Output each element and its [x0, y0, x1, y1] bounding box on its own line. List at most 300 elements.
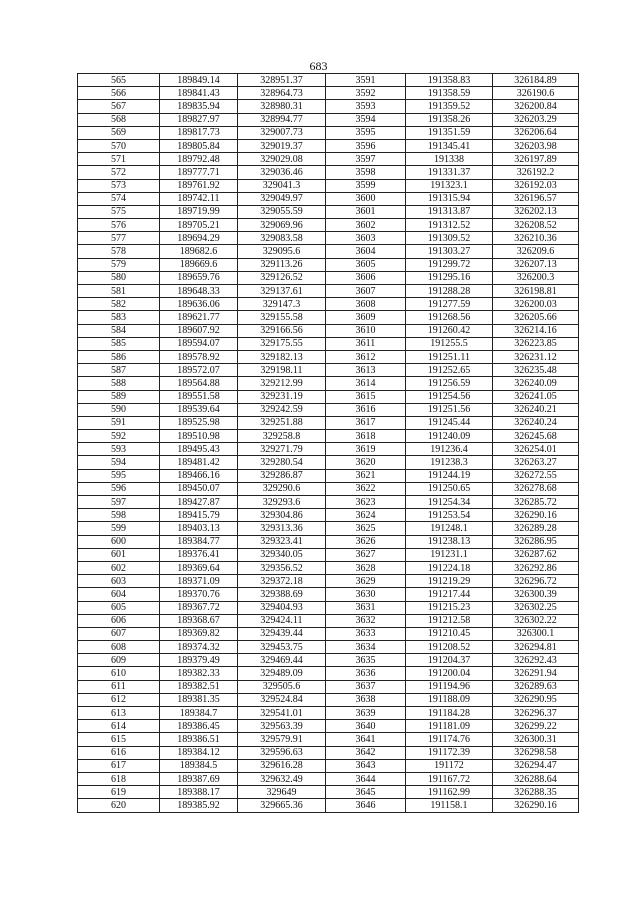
y-coordinate-cell: 329304.86: [238, 509, 326, 522]
point-number-2-cell: 3632: [326, 614, 406, 627]
table-row: [78, 786, 579, 799]
y-coordinate-2-cell: 326296.72: [493, 575, 579, 588]
y-coordinate-2-cell: 326240.09: [493, 377, 579, 390]
y-coordinate-2-cell: 326287.62: [493, 548, 579, 561]
point-number-cell: 590: [78, 403, 160, 416]
point-number-cell: 570: [78, 139, 160, 152]
table-row: [78, 482, 579, 495]
point-number-cell: 571: [78, 153, 160, 166]
x-coordinate-cell: 189386.51: [160, 733, 238, 746]
x-coordinate-2-cell: 191351.59: [406, 126, 493, 139]
point-number-cell: 600: [78, 535, 160, 548]
point-number-2-cell: 3643: [326, 759, 406, 772]
x-coordinate-cell: 189368.67: [160, 614, 238, 627]
point-number-2-cell: 3635: [326, 654, 406, 667]
y-coordinate-cell: 329286.87: [238, 469, 326, 482]
x-coordinate-cell: 189551.58: [160, 390, 238, 403]
point-number-2-cell: 3598: [326, 166, 406, 179]
y-coordinate-cell: 329313.36: [238, 522, 326, 535]
point-number-2-cell: 3606: [326, 271, 406, 284]
y-coordinate-cell: 329579.91: [238, 733, 326, 746]
point-number-2-cell: 3602: [326, 219, 406, 232]
x-coordinate-cell: 189719.99: [160, 205, 238, 218]
point-number-cell: 593: [78, 443, 160, 456]
table-row: [78, 548, 579, 561]
table-row: [78, 311, 579, 324]
table-row: [78, 324, 579, 337]
x-coordinate-cell: 189777.71: [160, 166, 238, 179]
table-row: [78, 337, 579, 350]
x-coordinate-cell: 189705.21: [160, 219, 238, 232]
x-coordinate-cell: 189669.6: [160, 258, 238, 271]
y-coordinate-cell: 329095.6: [238, 245, 326, 258]
table-row: [78, 575, 579, 588]
x-coordinate-2-cell: 191254.56: [406, 390, 493, 403]
point-number-cell: 599: [78, 522, 160, 535]
x-coordinate-cell: 189648.33: [160, 285, 238, 298]
table-row: [78, 245, 579, 258]
point-number-2-cell: 3604: [326, 245, 406, 258]
x-coordinate-2-cell: 191251.11: [406, 350, 493, 363]
x-coordinate-2-cell: 191253.54: [406, 509, 493, 522]
table-row: [78, 219, 579, 232]
x-coordinate-2-cell: 191172: [406, 759, 493, 772]
y-coordinate-cell: 329616.28: [238, 759, 326, 772]
y-coordinate-cell: 329323.41: [238, 535, 326, 548]
table-row: [78, 720, 579, 733]
table-row: [78, 561, 579, 574]
point-number-2-cell: 3611: [326, 337, 406, 350]
y-coordinate-cell: 328980.31: [238, 100, 326, 113]
point-number-2-cell: 3631: [326, 601, 406, 614]
x-coordinate-2-cell: 191172.39: [406, 746, 493, 759]
point-number-2-cell: 3639: [326, 707, 406, 720]
point-number-cell: 596: [78, 482, 160, 495]
x-coordinate-2-cell: 191238.3: [406, 456, 493, 469]
x-coordinate-cell: 189386.45: [160, 720, 238, 733]
y-coordinate-2-cell: 326200.84: [493, 100, 579, 113]
x-coordinate-cell: 189382.51: [160, 680, 238, 693]
point-number-cell: 614: [78, 720, 160, 733]
point-number-2-cell: 3619: [326, 443, 406, 456]
table-row: [78, 416, 579, 429]
point-number-2-cell: 3614: [326, 377, 406, 390]
y-coordinate-cell: 329632.49: [238, 772, 326, 785]
x-coordinate-2-cell: 191288.28: [406, 285, 493, 298]
point-number-cell: 566: [78, 87, 160, 100]
table-row: [78, 377, 579, 390]
point-number-2-cell: 3641: [326, 733, 406, 746]
x-coordinate-cell: 189564.88: [160, 377, 238, 390]
y-coordinate-2-cell: 326302.25: [493, 601, 579, 614]
table-row: [78, 74, 579, 87]
y-coordinate-cell: 329055.59: [238, 205, 326, 218]
point-number-cell: 585: [78, 337, 160, 350]
x-coordinate-cell: 189415.79: [160, 509, 238, 522]
table-row: [78, 456, 579, 469]
point-number-cell: 565: [78, 74, 160, 87]
table-row: [78, 100, 579, 113]
x-coordinate-cell: 189792.48: [160, 153, 238, 166]
y-coordinate-2-cell: 326302.22: [493, 614, 579, 627]
y-coordinate-2-cell: 326200.3: [493, 271, 579, 284]
x-coordinate-2-cell: 191256.59: [406, 377, 493, 390]
table-row: [78, 258, 579, 271]
table-row: [78, 205, 579, 218]
point-number-cell: 578: [78, 245, 160, 258]
point-number-cell: 595: [78, 469, 160, 482]
coordinate-table-body: [78, 74, 579, 813]
x-coordinate-cell: 189370.76: [160, 588, 238, 601]
point-number-cell: 604: [78, 588, 160, 601]
table-row: [78, 166, 579, 179]
point-number-cell: 591: [78, 416, 160, 429]
table-row: [78, 496, 579, 509]
x-coordinate-cell: 189384.12: [160, 746, 238, 759]
y-coordinate-2-cell: 326196.57: [493, 192, 579, 205]
point-number-cell: 610: [78, 667, 160, 680]
table-row: [78, 772, 579, 785]
table-row: [78, 430, 579, 443]
y-coordinate-cell: 329019.37: [238, 139, 326, 152]
page-number: 683: [309, 59, 328, 73]
x-coordinate-cell: 189367.72: [160, 601, 238, 614]
point-number-2-cell: 3626: [326, 535, 406, 548]
y-coordinate-2-cell: 326300.1: [493, 627, 579, 640]
point-number-2-cell: 3645: [326, 786, 406, 799]
x-coordinate-2-cell: 191255.5: [406, 337, 493, 350]
point-number-cell: 574: [78, 192, 160, 205]
y-coordinate-2-cell: 326207.13: [493, 258, 579, 271]
table-row: [78, 403, 579, 416]
x-coordinate-cell: 189371.09: [160, 575, 238, 588]
point-number-cell: 602: [78, 561, 160, 574]
x-coordinate-2-cell: 191315.94: [406, 192, 493, 205]
table-row: [78, 522, 579, 535]
y-coordinate-2-cell: 326192.2: [493, 166, 579, 179]
y-coordinate-cell: 329505.6: [238, 680, 326, 693]
point-number-cell: 575: [78, 205, 160, 218]
point-number-cell: 606: [78, 614, 160, 627]
table-row: [78, 746, 579, 759]
x-coordinate-2-cell: 191162.99: [406, 786, 493, 799]
x-coordinate-cell: 189384.77: [160, 535, 238, 548]
y-coordinate-cell: 329649: [238, 786, 326, 799]
y-coordinate-2-cell: 326240.21: [493, 403, 579, 416]
x-coordinate-cell: 189761.92: [160, 179, 238, 192]
x-coordinate-cell: 189385.92: [160, 799, 238, 812]
point-number-cell: 587: [78, 364, 160, 377]
point-number-cell: 576: [78, 219, 160, 232]
table-row: [78, 87, 579, 100]
y-coordinate-cell: 329524.84: [238, 693, 326, 706]
point-number-2-cell: 3596: [326, 139, 406, 152]
x-coordinate-2-cell: 191345.41: [406, 139, 493, 152]
table-row: [78, 232, 579, 245]
y-coordinate-2-cell: 326206.64: [493, 126, 579, 139]
x-coordinate-cell: 189369.82: [160, 627, 238, 640]
x-coordinate-cell: 189481.42: [160, 456, 238, 469]
x-coordinate-cell: 189827.97: [160, 113, 238, 126]
x-coordinate-cell: 189694.29: [160, 232, 238, 245]
point-number-2-cell: 3629: [326, 575, 406, 588]
y-coordinate-2-cell: 326200.03: [493, 298, 579, 311]
point-number-cell: 601: [78, 548, 160, 561]
x-coordinate-cell: 189387.69: [160, 772, 238, 785]
x-coordinate-cell: 189817.73: [160, 126, 238, 139]
x-coordinate-2-cell: 191252.65: [406, 364, 493, 377]
point-number-cell: 617: [78, 759, 160, 772]
y-coordinate-2-cell: 326192.03: [493, 179, 579, 192]
y-coordinate-cell: 329175.55: [238, 337, 326, 350]
point-number-2-cell: 3636: [326, 667, 406, 680]
y-coordinate-cell: 328951.37: [238, 74, 326, 87]
x-coordinate-2-cell: 191359.52: [406, 100, 493, 113]
table-row: [78, 588, 579, 601]
x-coordinate-2-cell: 191295.16: [406, 271, 493, 284]
x-coordinate-cell: 189450.07: [160, 482, 238, 495]
point-number-2-cell: 3594: [326, 113, 406, 126]
point-number-2-cell: 3620: [326, 456, 406, 469]
table-row: [78, 285, 579, 298]
x-coordinate-cell: 189403.13: [160, 522, 238, 535]
point-number-cell: 586: [78, 350, 160, 363]
y-coordinate-2-cell: 326298.58: [493, 746, 579, 759]
point-number-cell: 572: [78, 166, 160, 179]
table-row: [78, 179, 579, 192]
point-number-2-cell: 3615: [326, 390, 406, 403]
y-coordinate-2-cell: 326210.36: [493, 232, 579, 245]
y-coordinate-cell: 329212.99: [238, 377, 326, 390]
point-number-2-cell: 3623: [326, 496, 406, 509]
point-number-2-cell: 3621: [326, 469, 406, 482]
y-coordinate-2-cell: 326198.81: [493, 285, 579, 298]
point-number-2-cell: 3593: [326, 100, 406, 113]
x-coordinate-cell: 189841.43: [160, 87, 238, 100]
x-coordinate-2-cell: 191260.42: [406, 324, 493, 337]
point-number-cell: 573: [78, 179, 160, 192]
x-coordinate-2-cell: 191358.83: [406, 74, 493, 87]
x-coordinate-2-cell: 191238.13: [406, 535, 493, 548]
point-number-cell: 598: [78, 509, 160, 522]
x-coordinate-2-cell: 191323.1: [406, 179, 493, 192]
point-number-cell: 615: [78, 733, 160, 746]
y-coordinate-2-cell: 326285.72: [493, 496, 579, 509]
point-number-cell: 611: [78, 680, 160, 693]
point-number-2-cell: 3625: [326, 522, 406, 535]
x-coordinate-cell: 189382.33: [160, 667, 238, 680]
x-coordinate-2-cell: 191303.27: [406, 245, 493, 258]
x-coordinate-cell: 189384.7: [160, 707, 238, 720]
x-coordinate-2-cell: 191299.72: [406, 258, 493, 271]
y-coordinate-2-cell: 326190.6: [493, 87, 579, 100]
x-coordinate-cell: 189607.92: [160, 324, 238, 337]
y-coordinate-cell: 329541.01: [238, 707, 326, 720]
y-coordinate-cell: 329251.88: [238, 416, 326, 429]
point-number-cell: 603: [78, 575, 160, 588]
x-coordinate-cell: 189835.94: [160, 100, 238, 113]
x-coordinate-2-cell: 191338: [406, 153, 493, 166]
x-coordinate-2-cell: 191254.34: [406, 496, 493, 509]
point-number-cell: 577: [78, 232, 160, 245]
y-coordinate-cell: 329424.11: [238, 614, 326, 627]
x-coordinate-2-cell: 191251.56: [406, 403, 493, 416]
point-number-2-cell: 3595: [326, 126, 406, 139]
y-coordinate-cell: 329049.97: [238, 192, 326, 205]
x-coordinate-cell: 189466.16: [160, 469, 238, 482]
x-coordinate-cell: 189849.14: [160, 74, 238, 87]
y-coordinate-2-cell: 326289.63: [493, 680, 579, 693]
table-row: [78, 733, 579, 746]
point-number-2-cell: 3646: [326, 799, 406, 812]
point-number-cell: 588: [78, 377, 160, 390]
point-number-cell: 582: [78, 298, 160, 311]
point-number-cell: 579: [78, 258, 160, 271]
y-coordinate-cell: 329356.52: [238, 561, 326, 574]
point-number-cell: 597: [78, 496, 160, 509]
y-coordinate-cell: 329166.56: [238, 324, 326, 337]
table-row: [78, 707, 579, 720]
point-number-cell: 594: [78, 456, 160, 469]
point-number-cell: 613: [78, 707, 160, 720]
point-number-cell: 609: [78, 654, 160, 667]
x-coordinate-cell: 189384.5: [160, 759, 238, 772]
y-coordinate-cell: 329280.54: [238, 456, 326, 469]
y-coordinate-2-cell: 326272.55: [493, 469, 579, 482]
y-coordinate-2-cell: 326214.16: [493, 324, 579, 337]
x-coordinate-2-cell: 191204.37: [406, 654, 493, 667]
point-number-2-cell: 3617: [326, 416, 406, 429]
point-number-cell: 581: [78, 285, 160, 298]
y-coordinate-cell: 329372.18: [238, 575, 326, 588]
x-coordinate-cell: 189539.64: [160, 403, 238, 416]
x-coordinate-2-cell: 191224.18: [406, 561, 493, 574]
point-number-cell: 605: [78, 601, 160, 614]
y-coordinate-2-cell: 326245.68: [493, 430, 579, 443]
x-coordinate-2-cell: 191244.19: [406, 469, 493, 482]
y-coordinate-2-cell: 326263.27: [493, 456, 579, 469]
y-coordinate-cell: 329231.19: [238, 390, 326, 403]
table-row: [78, 153, 579, 166]
point-number-2-cell: 3616: [326, 403, 406, 416]
y-coordinate-2-cell: 326289.28: [493, 522, 579, 535]
x-coordinate-cell: 189594.07: [160, 337, 238, 350]
point-number-cell: 607: [78, 627, 160, 640]
point-number-cell: 568: [78, 113, 160, 126]
point-number-2-cell: 3618: [326, 430, 406, 443]
x-coordinate-cell: 189572.07: [160, 364, 238, 377]
point-number-2-cell: 3600: [326, 192, 406, 205]
table-row: [78, 390, 579, 403]
point-number-2-cell: 3605: [326, 258, 406, 271]
point-number-cell: 616: [78, 746, 160, 759]
point-number-2-cell: 3597: [326, 153, 406, 166]
table-row: [78, 298, 579, 311]
table-row: [78, 192, 579, 205]
x-coordinate-cell: 189495.43: [160, 443, 238, 456]
y-coordinate-cell: 329113.26: [238, 258, 326, 271]
y-coordinate-2-cell: 326286.95: [493, 535, 579, 548]
x-coordinate-2-cell: 191331.37: [406, 166, 493, 179]
point-number-cell: 618: [78, 772, 160, 785]
x-coordinate-cell: 189659.76: [160, 271, 238, 284]
y-coordinate-2-cell: 326300.31: [493, 733, 579, 746]
x-coordinate-cell: 189388.17: [160, 786, 238, 799]
y-coordinate-2-cell: 326254.01: [493, 443, 579, 456]
point-number-cell: 589: [78, 390, 160, 403]
x-coordinate-2-cell: 191210.45: [406, 627, 493, 640]
y-coordinate-cell: 329029.08: [238, 153, 326, 166]
y-coordinate-cell: 329271.79: [238, 443, 326, 456]
y-coordinate-cell: 329388.69: [238, 588, 326, 601]
y-coordinate-2-cell: 326300.39: [493, 588, 579, 601]
point-number-cell: 619: [78, 786, 160, 799]
y-coordinate-cell: 329041.3: [238, 179, 326, 192]
point-number-cell: 569: [78, 126, 160, 139]
x-coordinate-2-cell: 191188.09: [406, 693, 493, 706]
point-number-2-cell: 3613: [326, 364, 406, 377]
point-number-cell: 592: [78, 430, 160, 443]
y-coordinate-cell: 329453.75: [238, 641, 326, 654]
x-coordinate-2-cell: 191358.26: [406, 113, 493, 126]
table-row: [78, 614, 579, 627]
x-coordinate-2-cell: 191215.23: [406, 601, 493, 614]
x-coordinate-cell: 189525.98: [160, 416, 238, 429]
y-coordinate-2-cell: 326288.35: [493, 786, 579, 799]
y-coordinate-2-cell: 326231.12: [493, 350, 579, 363]
point-number-cell: 612: [78, 693, 160, 706]
y-coordinate-cell: 329242.59: [238, 403, 326, 416]
x-coordinate-2-cell: 191231.1: [406, 548, 493, 561]
point-number-2-cell: 3610: [326, 324, 406, 337]
x-coordinate-cell: 189742.11: [160, 192, 238, 205]
point-number-2-cell: 3599: [326, 179, 406, 192]
x-coordinate-2-cell: 191217.44: [406, 588, 493, 601]
y-coordinate-2-cell: 326292.86: [493, 561, 579, 574]
table-row: [78, 627, 579, 640]
point-number-2-cell: 3640: [326, 720, 406, 733]
y-coordinate-cell: 329290.6: [238, 482, 326, 495]
table-row: [78, 693, 579, 706]
y-coordinate-cell: 329069.96: [238, 219, 326, 232]
coordinate-table: [77, 73, 579, 813]
y-coordinate-2-cell: 326290.16: [493, 509, 579, 522]
table-row: [78, 601, 579, 614]
y-coordinate-cell: 329155.58: [238, 311, 326, 324]
point-number-cell: 620: [78, 799, 160, 812]
x-coordinate-2-cell: 191358.59: [406, 87, 493, 100]
y-coordinate-cell: 329126.52: [238, 271, 326, 284]
y-coordinate-cell: 329596.63: [238, 746, 326, 759]
y-coordinate-cell: 328964.73: [238, 87, 326, 100]
y-coordinate-cell: 329258.8: [238, 430, 326, 443]
x-coordinate-2-cell: 191268.56: [406, 311, 493, 324]
y-coordinate-cell: 329439.44: [238, 627, 326, 640]
point-number-2-cell: 3622: [326, 482, 406, 495]
point-number-2-cell: 3591: [326, 74, 406, 87]
y-coordinate-2-cell: 326294.47: [493, 759, 579, 772]
table-row: [78, 535, 579, 548]
y-coordinate-cell: 329404.93: [238, 601, 326, 614]
point-number-2-cell: 3612: [326, 350, 406, 363]
x-coordinate-cell: 189379.49: [160, 654, 238, 667]
x-coordinate-cell: 189578.92: [160, 350, 238, 363]
y-coordinate-cell: 329293.6: [238, 496, 326, 509]
table-row: [78, 126, 579, 139]
point-number-cell: 567: [78, 100, 160, 113]
table-row: [78, 443, 579, 456]
x-coordinate-2-cell: 191167.72: [406, 772, 493, 785]
